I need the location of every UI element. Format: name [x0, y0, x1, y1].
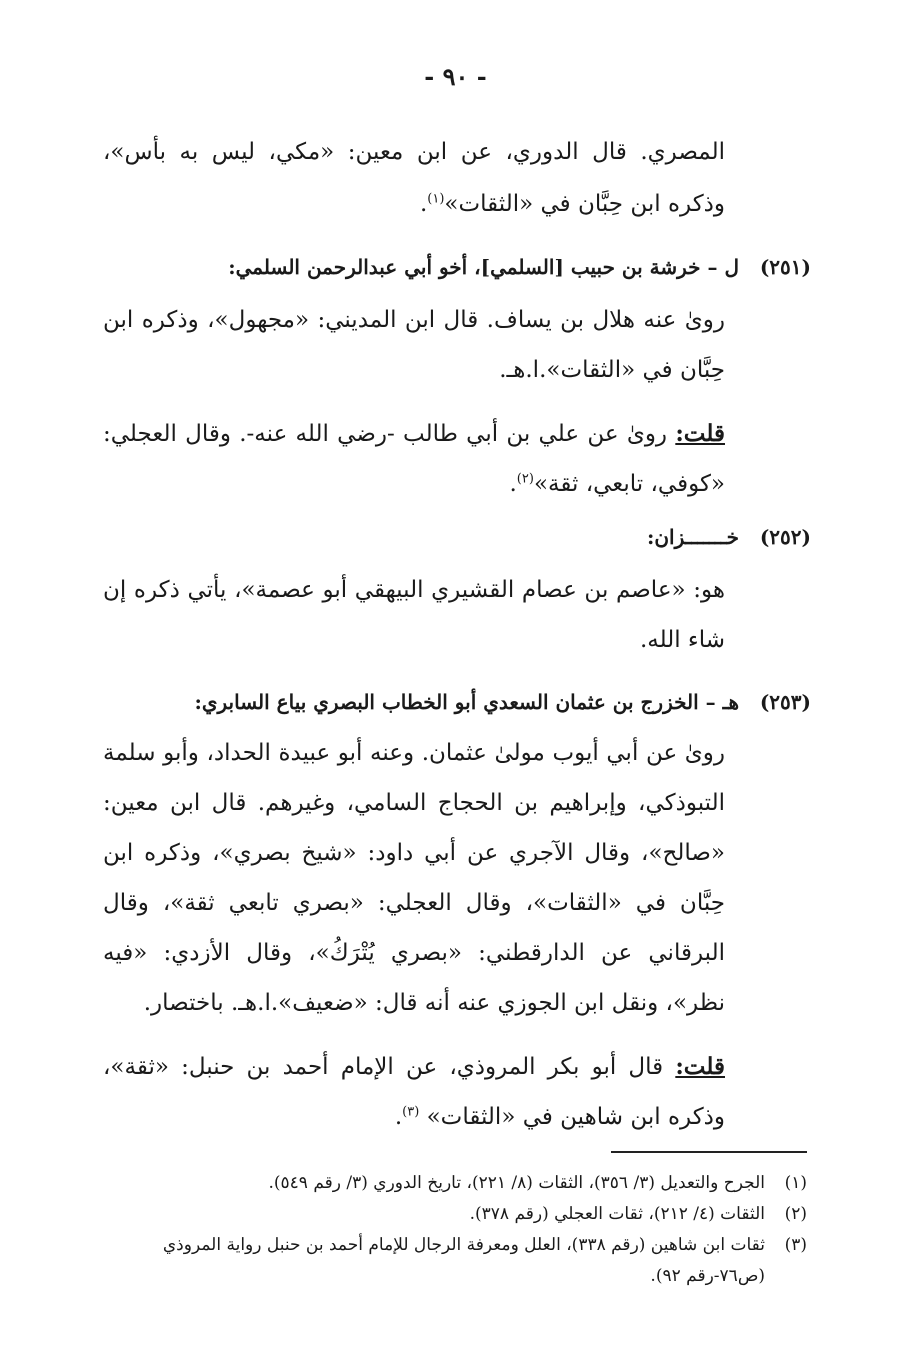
footnote-divider [611, 1151, 807, 1153]
footnote-text: الجرح والتعديل (٣/ ٣٥٦)، الثقات (٨/ ٢٢١)، تاريخ الدوري (٣/ رقم ٥٤٩). [268, 1173, 765, 1193]
entry-paragraph: روىٰ عنه هلال بن يساف. قال ابن المديني: «مجهول»، وذكره ابن حِبَّان في «الثقات».ا.هـ. [103, 307, 725, 383]
entry-number: (٢٥٢) [759, 525, 811, 549]
entry-paragraph: روىٰ عن أبي أيوب مولىٰ عثمان. وعنه أبو عبيدة الحداد، وأبو سلمة التبوذكي، وإبراهيم بن الحجاج السامي، وغيرهم. قال ابن معين: «صالح»، وقال الآجري عن أبي داود: «شيخ بصري»، وذكره ابن حِبَّان في «الثقات»، وقال العجلي: «بصري تابعي ثقة»، وقال البرقاني عن الدارقطني: «بصري يُتْرَكُ»، وقال الأزدي: «فيه نظر»، ونقل ابن الجوزي عنه أنه قال: «ضعيف».ا.هـ. باختصار. [103, 740, 725, 1016]
footnote-number: (٢) [784, 1204, 807, 1224]
continuation-end: . [419, 191, 428, 217]
qult-label: قلت: [675, 1053, 725, 1080]
entry-end: . [509, 471, 517, 497]
entry-paragraph: قال أبو بكر المروذي، عن الإمام أحمد بن حنبل: «ثقة»، وذكره ابن شاهين في «الثقات» [103, 1054, 725, 1130]
entry-body-252 [103, 565, 725, 665]
entry-title: خـــــــزان: [646, 525, 739, 549]
continuation-paragraph [103, 126, 725, 230]
footnote-ref-1[interactable]: (١) [427, 191, 445, 207]
entry-number: (٢٥٣) [759, 690, 811, 714]
footnotes [107, 1168, 807, 1292]
entry-body-253 [103, 728, 725, 1142]
footnote-text: الثقات (٤/ ٢١٢)، ثقات العجلي (رقم ٣٧٨). [469, 1204, 765, 1224]
footnote-text: ثقات ابن شاهين (رقم ٣٣٨)، العلل ومعرفة الرجال للإمام أحمد بن حنبل رواية المروذي [162, 1235, 765, 1255]
entry-heading-251 [101, 250, 811, 284]
entry-paragraph: روىٰ عن علي بن أبي طالب -رضي الله عنه-. وقال العجلي: «كوفي، تابعي، ثقة» [103, 421, 725, 497]
continuation-text: المصري. قال الدوري، عن ابن معين: «مكي، ليس به بأس»، وذكره ابن حِبَّان في «الثقات» [103, 139, 725, 217]
page-number: - ٩٠ - [424, 62, 487, 91]
entry-title: هـ – الخزرج بن عثمان السعدي أبو الخطاب البصري بياع السابري: [194, 690, 739, 714]
footnote-ref-3[interactable]: (٣) [402, 1104, 420, 1120]
entry-body-251 [103, 295, 725, 509]
footnote-1 [107, 1168, 807, 1199]
entry-number: (٢٥١) [759, 255, 811, 279]
entry-title: ل – خرشة بن حبيب [السلمي]، أخو أبي عبدالرحمن السلمي: [228, 255, 739, 279]
entry-end: . [394, 1104, 403, 1130]
footnote-3-continuation: (ص٧٦-رقم ٩٢). [650, 1266, 765, 1286]
entry-paragraph: هو: «عاصم بن عصام القشيري البيهقي أبو عصمة»، يأتي ذكره إن شاء الله. [103, 577, 725, 653]
footnote-number: (١) [784, 1173, 807, 1193]
footnote-number: (٣) [784, 1235, 807, 1255]
qult-label: قلت: [675, 420, 725, 447]
footnote-ref-2[interactable]: (٢) [516, 471, 534, 487]
footnote-2 [107, 1199, 807, 1230]
entry-heading-253 [101, 685, 811, 719]
entry-heading-252 [101, 520, 811, 554]
footnote-3 [107, 1230, 807, 1261]
